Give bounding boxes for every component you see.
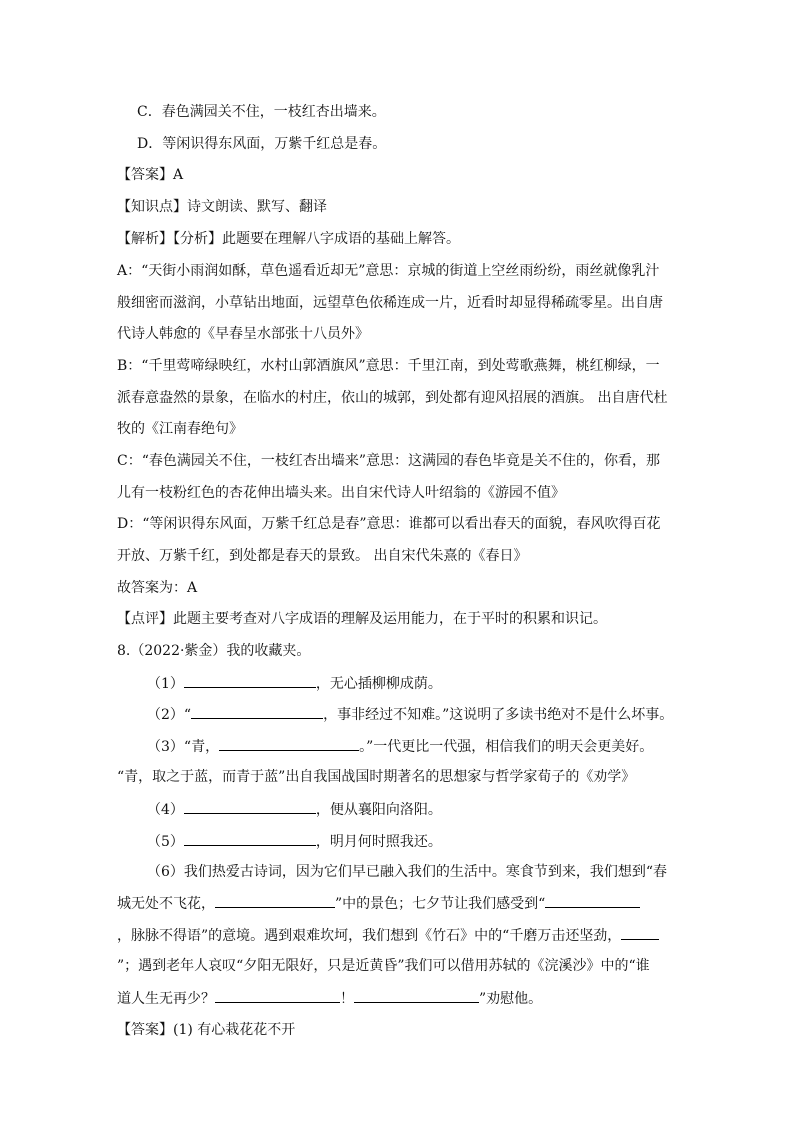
question-8-6-line: 城无处不飞花， ”中的景色；七夕节让我们感受到“: [117, 893, 640, 914]
question-8-3: （3）“青， 。”一代更比一代强，相信我们的明天会更美好。: [147, 736, 653, 757]
blank-4[interactable]: [184, 799, 316, 814]
question-8-6-line: ，脉脉不得语”的意境。遇到艰难坎坷，我们想到《竹石》中的“千磨万击还坚劲，: [117, 925, 659, 946]
blank-3[interactable]: [219, 736, 359, 751]
question-8-6-line: （6）我们热爱古诗词，因为它们早已融入我们的生活中。寒食节到来，我们想到“春: [147, 864, 668, 880]
analysis-a-line: 代诗人韩愈的《早春呈水部张十八员外》: [117, 326, 369, 342]
analysis-intro: 【解析】【分析】此题要在理解八字成语的基础上解答。: [117, 231, 460, 247]
answer-2: 【答案】(1) 有心栽花花不开: [117, 1022, 296, 1038]
comment: 【点评】此题主要考查对八字成语的理解及运用能力，在于平时的积累和识记。: [117, 611, 607, 627]
option-c: C．春色满园关不住，一枝红杏出墙来。: [137, 104, 386, 120]
analysis-d-line: 开放、万紫千红，到处都是春天的景致。 出自宋代朱熹的《春日》: [117, 548, 528, 564]
blank-2[interactable]: [191, 704, 323, 719]
conclusion: 故答案为：A: [117, 580, 198, 596]
analysis-d-line: D：“等闲识得东风面，万紫千红总是春”意思：谁都可以看出春天的面貌，春风吹得百花: [117, 516, 661, 532]
knowledge-point: 【知识点】诗文朗读、默写、翻译: [117, 199, 327, 215]
analysis-b-line: B：“千里莺啼绿映红，水村山郭酒旗风”意思：千里江南，到处莺歌燕舞，桃红柳绿，一: [117, 358, 660, 374]
question-8-1: （1） ，无心插柳柳成荫。: [147, 673, 442, 694]
analysis-c-line: C：“春色满园关不住，一枝红杏出墙来”意思：这满园的春色毕竟是关不住的，你看，那: [117, 453, 661, 469]
question-8-3-note: “青，取之于蓝，而青于蓝”出自我国战国时期著名的思想家与哲学家荀子的《劝学》: [117, 769, 636, 785]
question-8-6-line: ”；遇到老年人哀叹“夕阳无限好，只是近黄昏”我们可以借用苏轼的《浣溪沙》中的“谁: [117, 958, 650, 974]
analysis-a-line: A：“天街小雨润如酥，草色遥看近却无”意思：京城的街道上空丝雨纷纷，雨丝就像乳汁: [117, 263, 660, 279]
blank-5[interactable]: [184, 831, 316, 846]
blank-1[interactable]: [184, 673, 316, 688]
analysis-b-line: 派春意盎然的景象，在临水的村庄，依山的城郭，到处都有迎风招展的酒旗。 出自唐代杜: [117, 390, 668, 406]
question-8-5: （5） ，明月何时照我还。: [147, 831, 442, 852]
analysis-c-line: 儿有一枝粉红色的杏花伸出墙头来。出自宋代诗人叶绍翁的《游园不值》: [117, 485, 565, 501]
question-8-2: （2）“ ，事非经过不知难。”这说明了多读书绝对不是什么坏事。: [147, 704, 673, 725]
answer-label: 【答案】A: [117, 167, 184, 183]
question-8-4: （4） ，便从襄阳向洛阳。: [147, 799, 442, 820]
blank-6[interactable]: [215, 893, 335, 908]
analysis-a-line: 般细密而滋润，小草钻出地面，远望草色依稀连成一片，近看时却显得稀疏零星。出自唐: [117, 295, 663, 311]
option-d: D．等闲识得东风面，万紫千红总是春。: [137, 136, 387, 152]
analysis-b-line: 牧的《江南春绝句》: [117, 421, 243, 437]
question-8-title: 8.（2022·紫金）我的收藏夹。: [117, 643, 311, 659]
blank-9[interactable]: [215, 988, 340, 1003]
question-8-6-line: 道人生无再少？ ！ ”劝慰他。: [117, 988, 542, 1009]
blank-8[interactable]: [621, 925, 659, 940]
blank-7[interactable]: [545, 893, 640, 908]
blank-10[interactable]: [354, 988, 479, 1003]
